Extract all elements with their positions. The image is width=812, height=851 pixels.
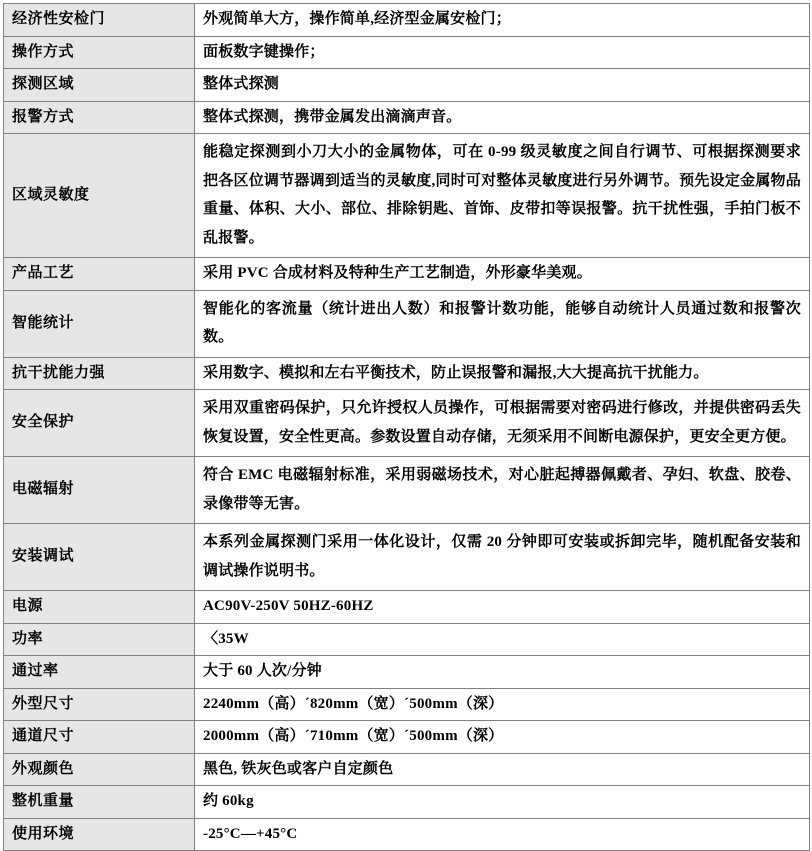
row-value: 2000mm（高）´710mm（宽）´500mm（深） <box>195 721 810 754</box>
row-value: 整体式探测，携带金属发出滴滴声音。 <box>195 101 810 134</box>
row-value: 外观简单大方，操作简单,经济型金属安检门； <box>195 4 810 37</box>
row-label: 抗干扰能力强 <box>4 357 195 390</box>
row-label: 电磁辐射 <box>4 457 195 524</box>
table-row <box>4 656 810 689</box>
row-label: 智能统计 <box>4 290 195 357</box>
row-value: 智能化的客流量（统计进出人数）和报警计数功能，能够自动统计人员通过数和报警次数。 <box>195 290 810 357</box>
row-label: 报警方式 <box>4 101 195 134</box>
row-label: 通过率 <box>4 656 195 689</box>
row-value: -25°C—+45°C <box>195 818 810 851</box>
table-row <box>4 101 810 134</box>
row-label: 区域灵敏度 <box>4 134 195 258</box>
row-value: 〈35W <box>195 623 810 656</box>
row-value: AC90V-250V 50HZ-60HZ <box>195 591 810 624</box>
row-value: 采用数字、模拟和左右平衡技术，防止误报警和漏报,大大提高抗干扰能力。 <box>195 357 810 390</box>
row-label: 电源 <box>4 591 195 624</box>
table-row <box>4 524 810 591</box>
table-row <box>4 290 810 357</box>
row-label: 外观颜色 <box>4 753 195 786</box>
row-label: 安装调试 <box>4 524 195 591</box>
row-label: 探测区域 <box>4 69 195 102</box>
row-label: 安全保护 <box>4 390 195 457</box>
row-value: 本系列金属探测门采用一体化设计，仅需 20 分钟即可安装或拆卸完毕，随机配备安装和调试操作说明书。 <box>195 524 810 591</box>
row-value: 大于 60 人次/分钟 <box>195 656 810 689</box>
row-value: 面板数字键操作； <box>195 36 810 69</box>
row-label: 经济性安检门 <box>4 4 195 37</box>
table-row <box>4 69 810 102</box>
table-row <box>4 390 810 457</box>
row-value: 采用 PVC 合成材料及特种生产工艺制造，外形豪华美观。 <box>195 258 810 291</box>
row-value: 黑色, 铁灰色或客户自定颜色 <box>195 753 810 786</box>
row-value: 整体式探测 <box>195 69 810 102</box>
table-row <box>4 357 810 390</box>
table-row <box>4 36 810 69</box>
table-row <box>4 591 810 624</box>
row-label: 操作方式 <box>4 36 195 69</box>
row-label: 使用环境 <box>4 818 195 851</box>
table-row <box>4 721 810 754</box>
row-value: 约 60kg <box>195 786 810 819</box>
row-value: 能稳定探测到小刀大小的金属物体，可在 0-99 级灵敏度之间自行调节、可根据探测要求把各区位调节器调到适当的灵敏度,同时可对整体灵敏度进行另外调节。预先设定金属物品重量、体积、大小、部位、排除钥匙、首饰、皮带扣等误报警。抗干扰性强，手拍门板不乱报警。 <box>195 134 810 258</box>
row-label: 整机重量 <box>4 786 195 819</box>
row-value: 符合 EMC 电磁辐射标准，采用弱磁场技术，对心脏起搏器佩戴者、孕妇、软盘、胶卷、录像带等无害。 <box>195 457 810 524</box>
row-label: 通道尺寸 <box>4 721 195 754</box>
table-row <box>4 753 810 786</box>
row-label: 外型尺寸 <box>4 688 195 721</box>
table-row <box>4 786 810 819</box>
table-row <box>4 258 810 291</box>
table-row <box>4 134 810 258</box>
row-label: 功率 <box>4 623 195 656</box>
table-row <box>4 688 810 721</box>
table-row <box>4 818 810 851</box>
specification-table <box>3 3 810 851</box>
table-row <box>4 4 810 37</box>
specification-table-body <box>4 4 810 851</box>
row-value: 2240mm（高）´820mm（宽）´500mm（深） <box>195 688 810 721</box>
row-label: 产品工艺 <box>4 258 195 291</box>
table-row <box>4 457 810 524</box>
row-value: 采用双重密码保护，只允许授权人员操作，可根据需要对密码进行修改，并提供密码丢失恢复设置，安全性更高。参数设置自动存储，无须采用不间断电源保护，更安全更方便。 <box>195 390 810 457</box>
table-row <box>4 623 810 656</box>
